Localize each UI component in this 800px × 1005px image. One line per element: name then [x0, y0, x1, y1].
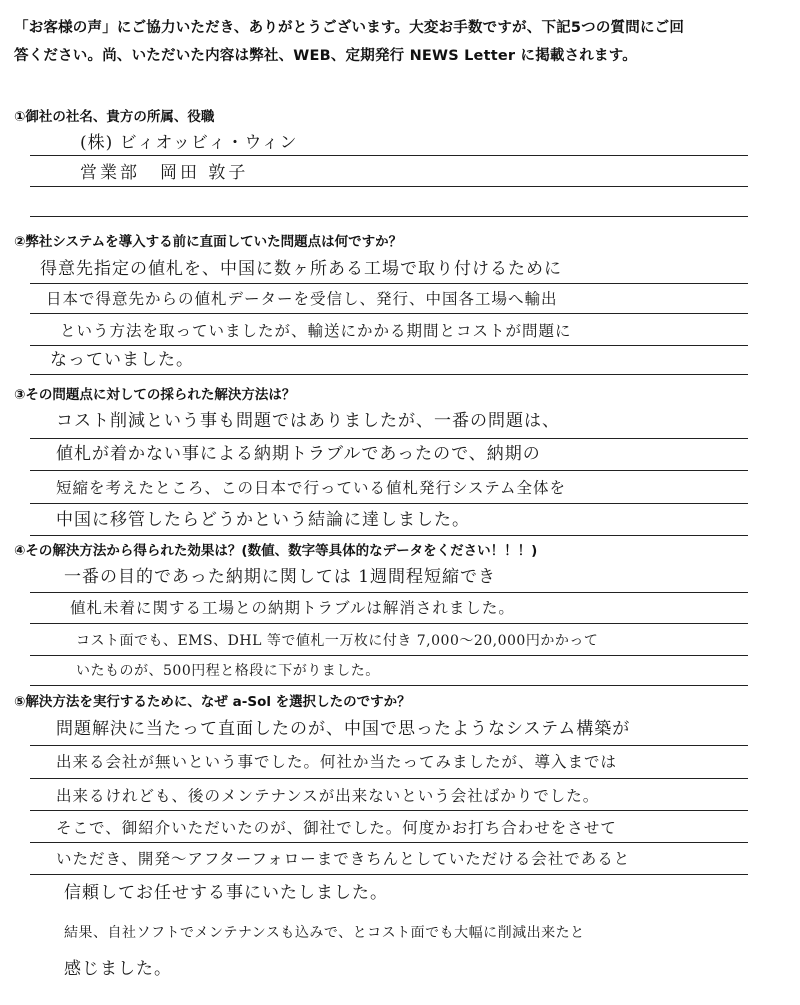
answer-3-line-1: コスト削減という事も問題ではありましたが、一番の問題は、 [56, 411, 560, 431]
answer-rule [30, 842, 748, 843]
answer-4-line-4: いたものが、500円程と格段に下がりました。 [76, 663, 380, 679]
answer-3-line-2: 値札が着かない事による納期トラブルであったので、納期の [56, 444, 541, 464]
answer-rule [30, 186, 748, 187]
answer-1-line-1: (株) ビィオッビィ・ウィン [80, 133, 298, 153]
answer-rule [30, 874, 748, 875]
answer-rule [30, 216, 748, 217]
answer-rule [30, 535, 748, 536]
answer-4-line-1: 一番の目的であった納期に関しては 1週間程短縮でき [64, 567, 497, 587]
intro-text [14, 14, 786, 70]
answer-3-line-3: 短縮を考えたところ、この日本で行っている値札発行システム全体を [56, 479, 566, 497]
answer-rule [30, 592, 748, 593]
answer-rule [30, 745, 748, 746]
answer-5-line-6: 信頼してお任せする事にいたしました。 [64, 883, 388, 903]
answer-3-line-4: 中国に移管したらどうかという結論に達しました。 [56, 510, 470, 530]
answer-rule [30, 503, 748, 504]
question-3-heading: ③その問題点に対しての採られた解決方法は？ [14, 387, 296, 403]
answer-4-line-2: 値札未着に関する工場との納期トラブルは解消されました。 [70, 599, 515, 617]
intro-line-2: 答ください。尚、いただいた内容は弊社、WEB、定期発行 NEWS Letter に掲載されます。 [14, 48, 637, 64]
question-2-heading: ②弊社システムを導入する前に直面していた問題点は何ですか？ [14, 234, 403, 250]
answer-rule [30, 345, 748, 346]
answer-rule [30, 470, 748, 471]
intro-line-1: 「お客様の声」にご協力いただき、ありがとうございます。大変お手数ですが、下記5つの質問にご回 [14, 20, 685, 36]
answer-rule [30, 685, 748, 686]
answer-5-line-8: 感じました。 [64, 959, 172, 979]
answer-4-line-3: コスト面でも、EMS、DHL 等で値札一万枚に付き 7,000～20,000円かかって [76, 633, 599, 649]
answer-1-line-2: 営業部 岡田 敦子 [80, 163, 249, 183]
answer-2-line-1: 得意先指定の値札を、中国に数ヶ所ある工場で取り付けるために [40, 259, 562, 279]
answer-5-line-3: 出来るけれども、後のメンテナンスが出来ないという会社ばかりでした。 [56, 787, 600, 805]
question-1-heading: ①御社の社名、貴方の所属、役職 [14, 109, 215, 125]
answer-5-line-4: そこで、御紹介いただいたのが、御社でした。何度かお打ち合わせをさせて [56, 819, 617, 837]
question-5-heading: ⑤解決方法を実行するために、なぜ a-Sol を選択したのですか？ [14, 694, 411, 710]
answer-rule [30, 655, 748, 656]
answer-5-line-7: 結果、自社ソフトでメンテナンスも込みで、とコスト面でも大幅に削減出来たと [64, 925, 585, 941]
answer-rule [30, 374, 748, 375]
answer-rule [30, 438, 748, 439]
answer-5-line-5: いただき、開発～アフターフォローまできちんとしていただける会社であると [56, 850, 631, 868]
answer-rule [30, 778, 748, 779]
question-4-heading: ④その解決方法から得られた効果は？(数値、数字等具体的なデータをください！！！) [14, 543, 538, 559]
answer-5-line-1: 問題解決に当たって直面したのが、中国で思ったようなシステム構築が [56, 719, 631, 739]
answer-rule [30, 810, 748, 811]
answer-rule [30, 313, 748, 314]
answer-rule [30, 155, 748, 156]
answer-2-line-4: なっていました。 [50, 350, 194, 370]
answer-2-line-3: という方法を取っていましたが、輸送にかかる期間とコストが問題に [60, 322, 572, 340]
answer-2-line-2: 日本で得意先からの値札データーを受信し、発行、中国各工場へ輸出 [46, 290, 558, 308]
answer-rule [30, 283, 748, 284]
answer-5-line-2: 出来る会社が無いという事でした。何社か当たってみましたが、導入までは [56, 753, 618, 771]
answer-rule [30, 623, 748, 624]
